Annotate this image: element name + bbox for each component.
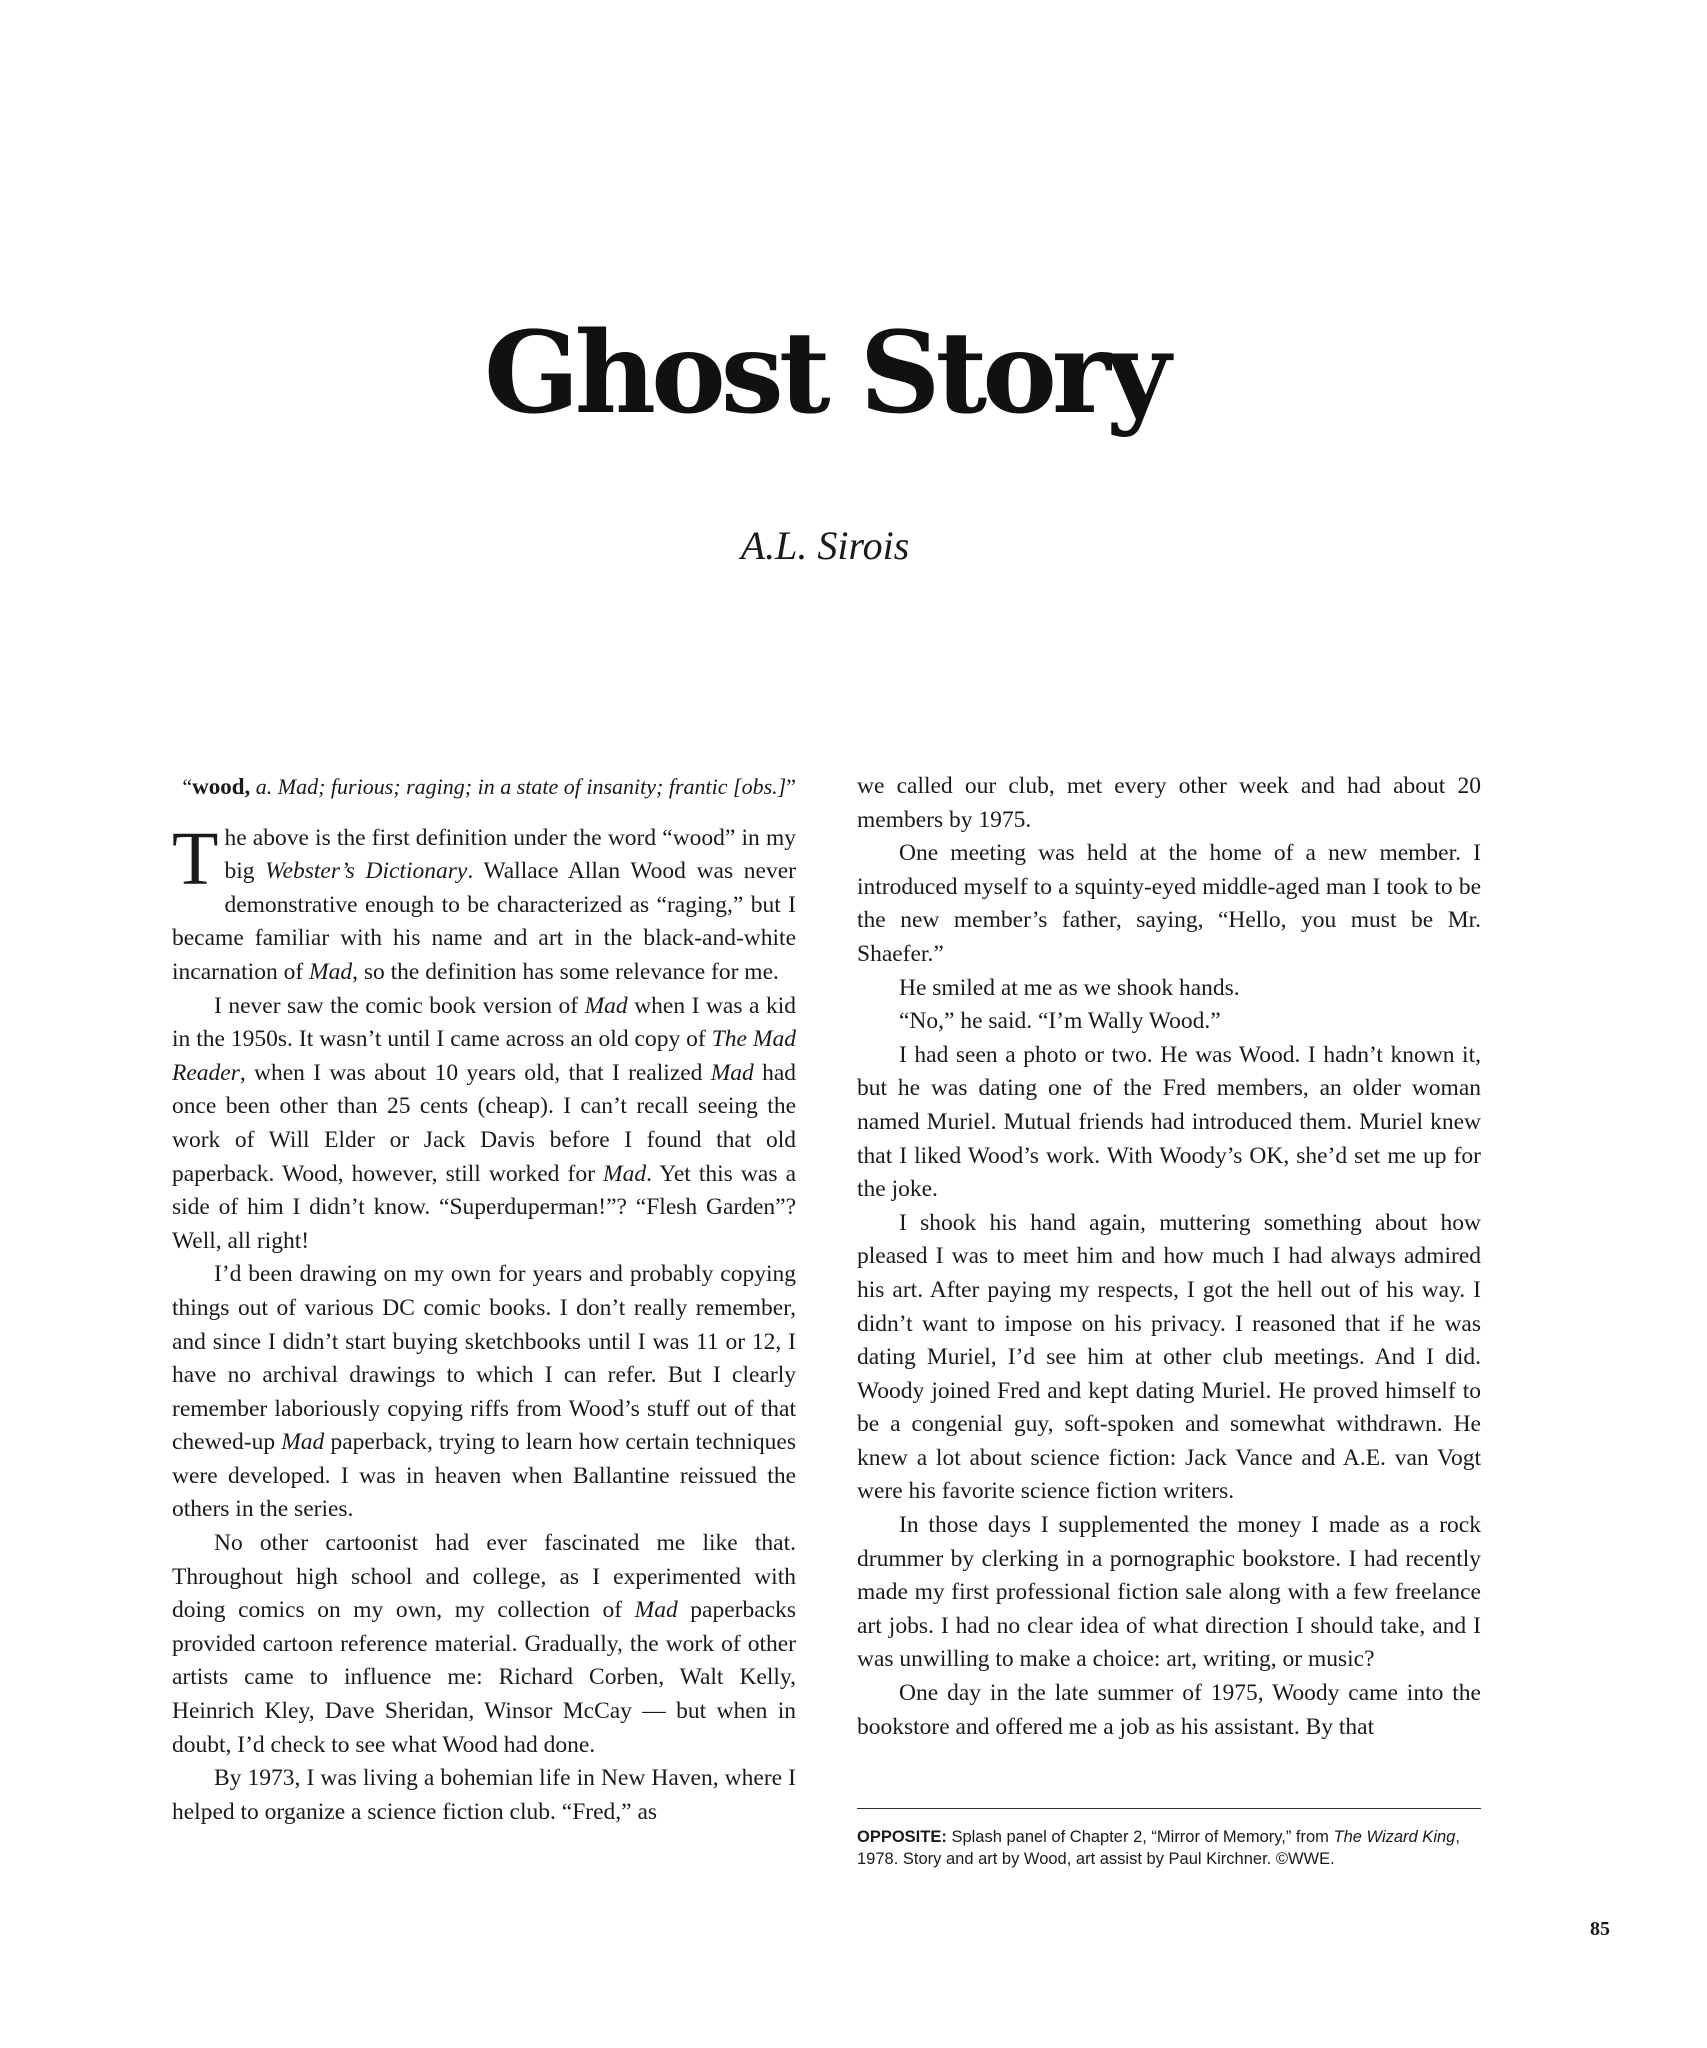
article-title: Ghost Story — [484, 308, 1166, 439]
text-run: I’d been drawing on my own for years and probably copying things out of various DC comic books. I don’t really remember, and since I didn’t start buying sketchbooks until I was 11 or 12, I have no archival drawings to which I can refer. But I clearly remember laboriously copying riffs from Wood’s stuff out of that chewed-up — [172, 1261, 796, 1456]
paragraph — [172, 816, 796, 990]
epigraph-open-quote: “ — [182, 774, 193, 799]
italic-run: Mad — [710, 1059, 754, 1086]
figure-caption — [857, 1826, 1481, 1870]
paragraph — [172, 1527, 796, 1762]
paragraph: In those days I supplemented the money I made as a rock drummer by clerking in a pornographic bookstore. I had recently made my first professional fiction sale along with a few freelance art jobs. I had no clear idea of what direction I should take, and I was unwilling to make a choice: art, writing, or music? — [857, 1512, 1481, 1673]
text-run: , so the definition has some relevance for me. — [352, 958, 779, 985]
author-byline: A.L. Sirois — [740, 523, 910, 568]
paragraph: “No,” he said. “I’m Wally Wood.” — [899, 1008, 1221, 1035]
text-run: he above is the first definition under the word “wood” in my big — [224, 824, 796, 885]
page-number: 85 — [1590, 1918, 1610, 1940]
paragraph: One meeting was held at the home of a new member. I introduced myself to a squinty-eyed middle-aged man I took to be the new member’s father, saying, “Hello, you must be Mr. Shaefer.” — [857, 840, 1481, 967]
paragraph: I shook his hand again, muttering something about how pleased I was to meet him and how much I had always admired his art. After paying my respects, I got the hell out of his way. I didn’t want to impose on his privacy. I reasoned that if he was dating Muriel, I’d see him at other club meetings. And I did. Woody joined Fred and kept dating Muriel. He proved himself to be a congenial guy, soft-spoken and somewhat withdrawn. He knew a lot about science fiction: Jack Vance and A.E. van Vogt were his favorite science fiction writers. — [857, 1209, 1481, 1505]
text-run: paperbacks provided cartoon reference material. Gradually, the work of other artists came to influence me: Richard Corben, Walt Kelly, Heinrich Kley, Dave Sheridan, Winsor McCay — but when in doubt, I’d check to see what Wood had done. — [172, 1597, 796, 1758]
text-run: , when I was about 10 years old, that I realized — [239, 1059, 711, 1086]
paragraph: One day in the late summer of 1975, Woody came into the bookstore and offered me a job as his assistant. By that — [857, 1680, 1481, 1740]
text-run: Splash panel of Chapter 2, “Mirror of Memory,” from — [946, 1828, 1334, 1846]
italic-run: The Mad Reader — [172, 1026, 796, 1086]
text-run: . Yet this was a side of him I didn’t know. “Superduperman!”? “Flesh Garden”? Well, all right! — [172, 1160, 797, 1254]
italic-run: Mad — [309, 958, 353, 985]
italic-run: Mad — [584, 992, 628, 1019]
italic-run: Mad — [603, 1160, 647, 1187]
epigraph — [172, 770, 796, 804]
paragraph — [172, 990, 796, 1259]
paragraph — [172, 1258, 796, 1527]
paragraph: By 1973, I was living a bohemian life in New Haven, where I helped to organize a science fiction club. “Fred,” as — [172, 1765, 796, 1825]
paragraph: we called our club, met every other week and had about 20 members by 1975. — [857, 773, 1481, 833]
text-run: . Wallace Allan Wood was never demonstrative enough to be characterized as “raging,” but I became familiar with his name and art in the black-and-white incarnation of — [172, 858, 796, 985]
italic-run: Mad — [281, 1429, 325, 1456]
drop-cap: T — [172, 816, 219, 901]
italic-run: Webster’s Dictionary — [265, 858, 468, 885]
caption-lead: OPPOSITE: — [857, 1828, 947, 1846]
text-run: paperback, trying to learn how certain techniques were developed. I was in heaven when Ballantine reissued the others in the series. — [172, 1429, 796, 1523]
italic-run: Mad — [634, 1597, 678, 1624]
paragraph: I had seen a photo or two. He was Wood. I hadn’t known it, but he was dating one of the Fred members, an older woman named Muriel. Mutual friends had introduced them. Muriel knew that I liked Wood’s work. With Woody’s OK, she’d set me up for the joke. — [857, 1041, 1481, 1203]
italic-run: The Wizard King — [1333, 1828, 1456, 1846]
text-run: , 1978. Story and art by Wood, art assist by Paul Kirchner. ©WWE. — [857, 1828, 1460, 1868]
epigraph-close-quote: ” — [786, 774, 796, 799]
left-column — [172, 770, 796, 1829]
epigraph-definition: a. Mad; furious; raging; in a state of insanity; frantic [obs.] — [250, 774, 787, 799]
caption-divider — [857, 1808, 1481, 1809]
text-run: when I was a kid in the 1950s. It wasn’t until I came across an old copy of — [172, 992, 796, 1053]
text-run: had once been other than 25 cents (cheap). I can’t recall seeing the work of Will Elder or Jack Davis before I found that old paperback. Wood, however, still worked for — [172, 1059, 797, 1187]
text-run: I never saw the comic book version of — [214, 992, 585, 1019]
paragraph: He smiled at me as we shook hands. — [899, 974, 1240, 1001]
epigraph-headword: wood, — [192, 774, 251, 799]
text-run: No other cartoonist had ever fascinated me like that. Throughout high school and college, as I experimented with doing comics on my own, my collection of — [172, 1530, 796, 1624]
right-column — [857, 770, 1481, 1744]
